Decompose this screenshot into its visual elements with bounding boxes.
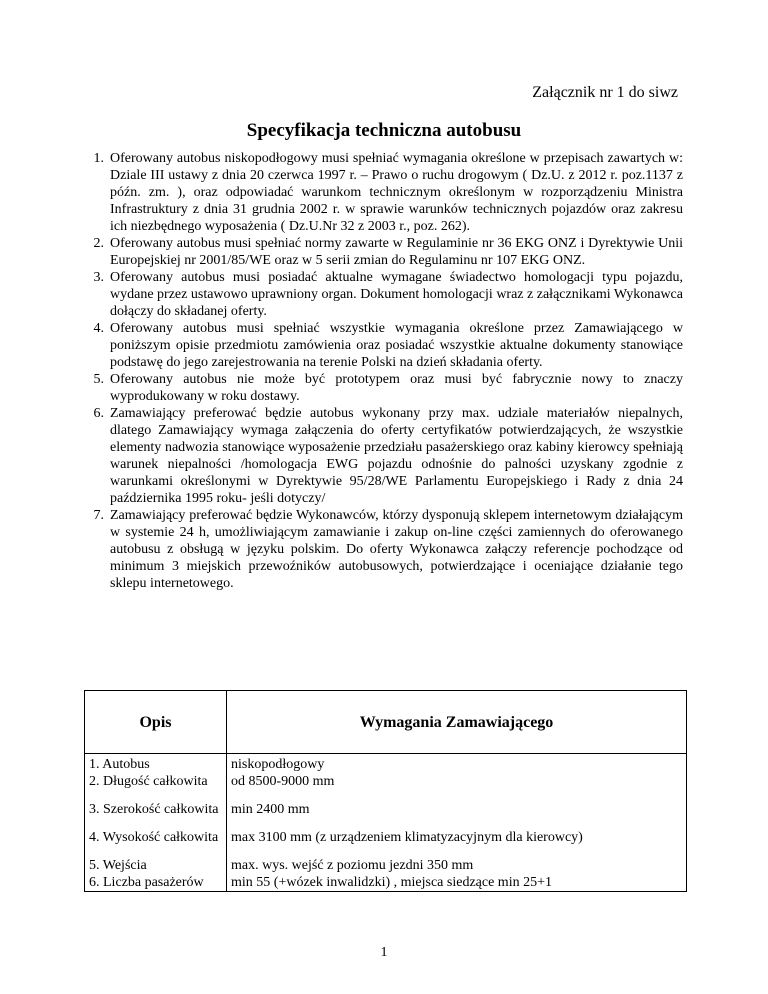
list-item-number: 3. [93,270,104,285]
list-item-number: 7. [93,508,104,523]
description-cell: 6. Liczba pasażerów [85,874,227,892]
spacer-cell [85,846,227,857]
description-cell: 2. Długość całkowita [85,773,227,790]
requirement-cell: niskopodłogowy [227,754,687,774]
list-item-text: Zamawiający preferować będzie Wykonawców, którzy dysponują sklepem internetowym działającym w systemie 24 h, umożliwiającym zamawianie i zakup on-line części zamiennych do oferowanego autobusu z obsługą w języku polskim. Do oferty Wykonawca załączy referencje pochodzące od minimum 3 miejskich przewoźników autobusowych, potwierdzające i oceniające działanie tego sklepu internetowego. [110,508,683,591]
header-description: Opis [85,691,227,754]
list-item-number: 2. [93,236,104,251]
list-item-text: Oferowany autobus nie może być prototypem oraz musi być fabrycznie nowy to znaczy wyprodukowany w roku dostawy. [110,372,683,404]
list-item [93,235,683,269]
page-number: 1 [380,945,388,960]
list-item [93,269,683,320]
list-item [93,507,683,592]
header-requirements: Wymagania Zamawiającego [227,691,687,754]
spacer-cell [85,818,227,829]
list-item-number: 1. [93,151,104,166]
requirements-list [93,150,683,592]
list-item-text: Oferowany autobus musi spełniać normy zawarte w Regulaminie nr 36 EKG ONZ i Dyrektywie Unii Europejskiej nr 2001/85/WE oraz w 5 serii zmian do Regulaminu nr 107 EKG ONZ. [110,236,683,268]
list-item-text: Oferowany autobus niskopodłogowy musi spełniać wymagania określone w przepisach zawartych w: Dziale III ustawy z dnia 20 czerwca 1997 r. – Prawo o ruchu drogowym ( Dz.U. z 2012 r. poz.1137 z późn. zm. ), oraz odpowiadać warunkom technicznym określonym w rozporządzeniu Ministra Infrastruktury z dnia 31 grudnia 2002 r. w sprawie warunków technicznych pojazdów oraz zakresu ich niezbędnego wyposażenia ( Dz.U.Nr 32 z 2003 r., poz. 262). [110,151,683,234]
requirement-cell: min 55 (+wózek inwalidzki) , miejsca siedzące min 25+1 [227,874,687,892]
specification-table [84,690,687,892]
table-header-row [85,691,687,754]
list-item [93,150,683,235]
table-row [85,874,687,892]
table-row [85,857,687,874]
table-row [85,773,687,790]
requirement-cell: max. wys. wejść z poziomu jezdni 350 mm [227,857,687,874]
table-spacer-row [85,790,687,801]
list-item-text: Oferowany autobus musi spełniać wszystkie wymagania określone przez Zamawiającego w poniższym opisie przedmiotu zamówienia oraz posiadać wszystkie aktualne dokumenty stanowiące podstawę do jego zarejestrowania na terenie Polski na dzień składania oferty. [110,321,683,370]
table-spacer-row [85,846,687,857]
table-row [85,754,687,774]
annex-label: Załącznik nr 1 do siwz [532,84,678,101]
page-title: Specyfikacja techniczna autobusu [246,120,522,141]
list-item-text: Zamawiający preferować będzie autobus wykonany przy max. udziale materiałów niepalnych, dlatego Zamawiający wymaga załączenia do oferty certyfikatów potwierdzających, że wszystkie elementy nadwozia stanowiące wyposażenie przedziału pasażerskiego oraz kabiny kierowcy spełniają warunek niepalności /homologacja EWG pojazdu odnośnie do palności uzyskany zgodnie z warunkami określonymi w Dyrektywie 95/28/WE Parlamentu Europejskiego i Rady z dnia 24 października 1995 roku- jeśli dotyczy/ [110,406,683,506]
table-spacer-row [85,818,687,829]
requirement-cell: max 3100 mm (z urządzeniem klimatyzacyjnym dla kierowcy) [227,829,687,846]
spacer-cell [227,790,687,801]
description-cell: 5. Wejścia [85,857,227,874]
table-body [85,754,687,892]
requirement-cell: min 2400 mm [227,801,687,818]
list-item-number: 4. [93,321,104,336]
description-cell: 3. Szerokość całkowita [85,801,227,818]
list-item [93,371,683,405]
list-item-number: 6. [93,406,104,421]
requirement-cell: od 8500-9000 mm [227,773,687,790]
list-item-text: Oferowany autobus musi posiadać aktualne wymagane świadectwo homologacji typu pojazdu, wydane przez ustawowo uprawniony organ. Dokument homologacji wraz z załącznikami Wykonawca dołączy do składanej oferty. [110,270,683,319]
description-cell: 4. Wysokość całkowita [85,829,227,846]
table-row [85,801,687,818]
table-row [85,829,687,846]
list-item [93,320,683,371]
list-item [93,405,683,507]
list-item-number: 5. [93,372,104,387]
spacer-cell [227,846,687,857]
spacer-cell [227,818,687,829]
spacer-cell [85,790,227,801]
description-cell: 1. Autobus [85,754,227,774]
